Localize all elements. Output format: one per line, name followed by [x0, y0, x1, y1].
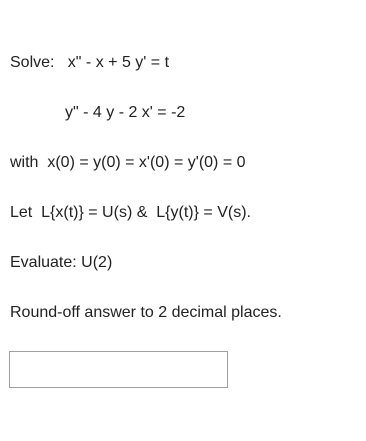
problem-statement-line-2: y" - 4 y - 2 x' = -2	[65, 104, 186, 121]
evaluate-instruction: Evaluate: U(2)	[10, 254, 113, 271]
initial-conditions: with x(0) = y(0) = x'(0) = y'(0) = 0	[10, 154, 246, 171]
rounding-instruction: Round-off answer to 2 decimal places.	[10, 304, 282, 321]
problem-statement-line-1: Solve: x" - x + 5 y' = t	[10, 54, 170, 71]
answer-input[interactable]	[9, 351, 228, 388]
laplace-definitions: Let L{x(t)} = U(s) & L{y(t)} = V(s).	[10, 204, 251, 221]
